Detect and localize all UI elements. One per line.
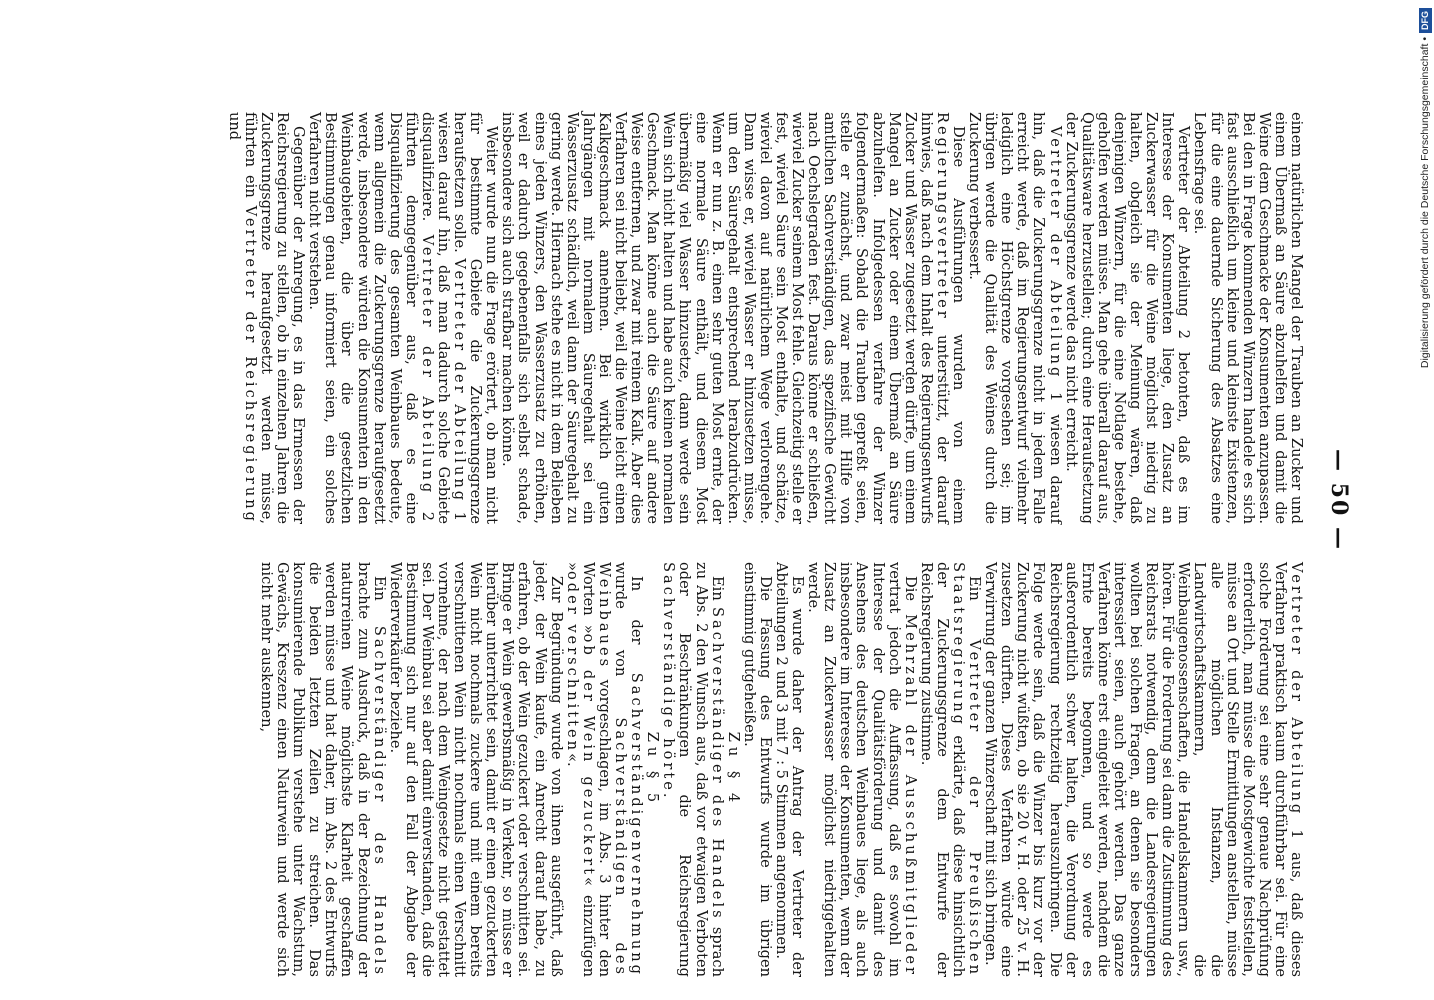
paragraph: Die Fassung des Entwurfs wurde im übrigen einstimmig gutgeheißen. <box>740 562 774 977</box>
paragraph <box>805 562 918 977</box>
paragraph <box>499 112 966 524</box>
paragraph <box>982 562 1304 977</box>
spaced-speaker: Mehrzahl der Ausschußmitglieder <box>901 614 919 977</box>
spaced-speaker: Vertreter der Abteilung 1 <box>1288 562 1305 842</box>
paragraph-text: vorgeschlagen, im Abs. 3 hinter den Worten » <box>579 562 613 977</box>
spaced-speaker: Vertreter der Abteilung 1 <box>1046 126 1064 405</box>
paragraph-text: wurde von <box>612 562 630 718</box>
spaced-phrase: ob der Wein gezuckert <box>579 633 597 878</box>
paragraph <box>226 112 306 524</box>
paragraph <box>258 562 387 977</box>
paragraph-text: erklärte, daß diese hinsichtlich der Zuckerungsgrenze dem Entwurfe der Reichsregierung zustimme. <box>917 562 968 977</box>
spaced-speaker: Vertreter der Abteilung 2 <box>418 234 436 524</box>
paragraph-text: sprach zu Abs. 2 den Wunsch aus, daß vor etwaigen Verboten oder Beschränkungen die Reichsregierung <box>676 562 726 977</box>
paragraph-text: Diese Ausführungen wurden von einem <box>950 126 968 524</box>
paragraph: Vertreter der Abteilung 2 betonten, daß es im Interesse der Konsumenten liege, den Zusatz an Zuckerwasser für die Weine möglichst niedrig zu halten, obgleich sie der Meinung wären, daß denjenigen Winzern, für die eine Notlage bestehe, geholfen werden müsse. Man gehe überall darauf aus, Qualitätsware herzustellen; durch eine Heraufsetzung der Zuckerungsgrenze werde das nicht erreicht. <box>1062 112 1193 524</box>
spaced-phrase: oder verschnitten <box>563 570 581 754</box>
paragraph-text: aus, daß dieses Verfahren praktisch kaum durchführbar sei. Für eine solche Forderung sei eine sehr genaue Nachprüfung erforderlich, man müsse die Mostgewichte feststellen, müsse an Ort und Stelle Ermittlungen anstellen, müsse alle möglichen Instanzen, die Landwirtschaftskammern, die Weinbaugenossenschaften, die Handelskammern usw., hören. Für die Forderung sei dann die Zustimmung des Reichsrats notwendig, denn die Landesregierungen wollten bei solchen Fragen, an denen sie besonders interessiert seien, auch gehört werden. Das ganze Verfahren könne erst eingeleitet werden, nachdem die Ernte bereits begonnen, und so werde es außerordentlich schwer halten, die Verordnung der Reichsregierung rechtzeitig herauszubringen. Die Folge werde sein, daß die Winzer bis kurz vor der Zuckerung nicht wüßten, ob sie 20 v. H. oder 25 v. H. zusetzen dürften. Dieses Verfahren würde eine Verwirrung der ganzen Winzerschaft mit sich bringen. <box>982 562 1305 978</box>
paragraph-text: Gegenüber der Anregung, es in das Ermessen der Reichsregierung zu stellen, ob in einzelnen Jahren die Zuckerungsgrenze heraufgesetzt werden müsse, führten ein <box>241 112 308 524</box>
paragraph-text: unterstützt, der darauf hinwies, daß nach dem Inhalt des Regierungsentwurfs Zucker und Wasser zugesetzt werden dürfe, um einem Mangel an Zucker oder einem Übermaß an Säure abzuhelfen. Infolgedessen verfahre der Winzer folgendermaßen: Sobald die Trauben gepreßt seien, stelle er zunächst, und zwar meist mit Hilfe von amtlichen Sachverständigen, das spezifische Gewicht nach Oechslegraden fest. Daraus könne er schließen, wieviel Zucker seinem Most fehle. Gleichzeitig stelle er fest, wieviel Säure sein Most enthalte, und schätze, wieviel davon auf natürlichem Wege verlorengehe. Dann wisse er, wieviel Wasser er hinzusetzen müsse, um den Säuregehalt entsprechend herabzudrücken. Wenn er nun z. B. einen sehr guten Most ernte, der eine normale Säure enthält, und diesem Most übermäßig viel Wasser hinzusetze, dann werde sein Wein sich nicht halten und habe auch keinen normalen Geschmack. Man könne auch die Säure auf andere Weise entfernen, und zwar mit reinem Kalk. Aber dies Verfahren sei nicht beliebt, weil die Weine leicht einen Kalkgeschmack annehmen. Bei wirklich guten Jahrgängen mit normalem Säuregehalt sei ein Wasserzusatz schädlich, weil dann der Säuregehalt zu gering werde. Hiernach stehe es nicht in dem Belieben eines jeden Winzers, den Wasserzusatz zu erhöhen, weil er dadurch gegebenenfalls sich selbst schade, insbesondere sich auch strafbar machen könne. <box>499 112 951 524</box>
paragraph-text: Weiter wurde nun die Frage erörtert, ob man nicht für bestimmte Gebiete die Zuckerungsgrenze heraufsetzen solle. <box>451 112 501 524</box>
paragraph-text: In der <box>628 576 646 673</box>
paragraph-text: wiesen darauf hin, daß man dadurch solche Gebiete disqualifiziere. <box>418 112 453 524</box>
page-number: — 50 — <box>1326 449 1352 551</box>
paragraph-text: wiesen darauf hin, daß die Zuckerungsgrenze nicht in jedem Falle erreicht werde, daß im Regierungsentwurf vielmehr lediglich eine Höchstgrenze vorgesehen sei; im übrigen werde die Qualität des Weines durch die Zuckerung verbessert. <box>966 112 1064 524</box>
paragraph <box>966 112 1063 524</box>
spaced-speaker: Sachverständiger des Handels <box>370 625 388 977</box>
paragraph <box>306 112 499 524</box>
paragraph-text: Ein <box>708 576 726 608</box>
section-heading: Zu § 4 <box>724 731 742 808</box>
digitization-credit <box>1413 8 1433 1000</box>
paragraph: Zur Begründung wurde von ihnen ausgeführt, daß jeder, der Wein kaufe, ein Anrecht darauf habe, zu erfahren, ob der Wein gezuckert oder verschnitten sei. Bringe er Wein gewerbsmäßig in Verkehr, so müsse er hierüber unterrichtet sein, damit er einen gezuckerten Wein nicht nochmals zuckere und mit einem bereits verschnittenen Wein nicht nochmals einen Verschnitt vornehme, der nach dem Weingesetze nicht gestattet sei. Der Weinbau sei aber damit einverstanden, daß die Bestimmung sich nur auf den Fall der Abgabe der Wiederverkäufer beziehe. <box>386 562 565 977</box>
paragraph-text: führten demgegenüber aus, daß es eine Disqualifizierung des gesamten Weinbaues bedeute, wenn allgemein die Zuckerungsgrenze heraufgesetzt werde, insbesondere würden die Konsumenten in den Weinbaugebieten, die über die gesetzlichen Bestimmungen genau informiert seien, ein solches Verfahren nicht verstehen. <box>306 112 420 524</box>
spaced-speaker: Vertreter der Reichsregierung <box>241 205 259 525</box>
paragraph-text: Ein <box>966 576 984 640</box>
paragraph-text: brachte zum Ausdruck, daß in der Bezeichnung der naturreinen Weine möglichste Klarheit geschaffen werden müsse und hat daher, im Abs. 2 des Entwurfs die beiden letzten Zeilen zu streichen. Das konsumierende Publikum verstehe unter Wachstum, Gewächs, Kreszenz einen Naturwein und werde sich nicht mehr auskennen, <box>258 562 372 977</box>
spaced-speaker: Sachverständigenvernehmung <box>628 672 646 977</box>
spaced-speaker: Vertreter der Preußischen Staatsregierung <box>950 562 984 978</box>
paragraph <box>918 562 982 977</box>
paragraph-text: Ein <box>370 576 388 626</box>
paragraph-text: und <box>225 112 243 141</box>
dfg-logo: DFG <box>1419 8 1432 33</box>
credit-text: Digitalisierung gefördert durch die Deutsche Forschungsgemeinschaft • <box>1419 37 1431 369</box>
spaced-speaker: Sachverständigen des Weinbaues <box>595 562 630 977</box>
paragraph-text: vertrat jedoch die Auffassung, daß es sowohl im Interesse der Qualitätsförderung und damit des Ansehens des deutschen Weinbaues liege, als auch insbesondere im Interesse der Konsumenten, wenn der Zusatz an Zuckerwasser möglichst niedriggehalten werde. <box>805 562 903 977</box>
paragraph-text: Die <box>901 576 919 615</box>
paragraph: Es wurde daher der Antrag der Vertreter der Abteilungen 2 und 3 mit 7 : 5 Stimmen angenommen. <box>773 562 807 977</box>
spaced-speaker: Sachverständige hörte. <box>660 562 678 801</box>
spaced-speaker: Sachverständiger des Handels <box>708 607 726 921</box>
paragraph <box>660 562 724 977</box>
section-heading: Zu § 5 <box>644 731 662 808</box>
paragraph-text: « einzufügen » <box>563 562 597 977</box>
spaced-speaker: Vertreter der Abteilung 1 <box>451 258 469 524</box>
spaced-speaker: Regierungsvertreter <box>933 112 951 321</box>
left-column <box>226 112 1304 524</box>
paragraph: einem natürlichen Mangel der Trauben an Zucker und einem Übermaß an Säure abzuhelfen und damit die Weine dem Geschmacke der Konsumenten anzupassen. Bei den in Frage kommenden Winzern handele es sich fast ausschließlich um kleine und kleinste Existenzen, für die eine dauernde Sicherung des Absatzes eine Lebensfrage sei. <box>1191 112 1305 524</box>
paragraph <box>564 562 644 977</box>
right-column <box>258 562 1304 977</box>
credit-line <box>1416 8 1434 998</box>
paragraph-text: «. <box>563 753 581 767</box>
